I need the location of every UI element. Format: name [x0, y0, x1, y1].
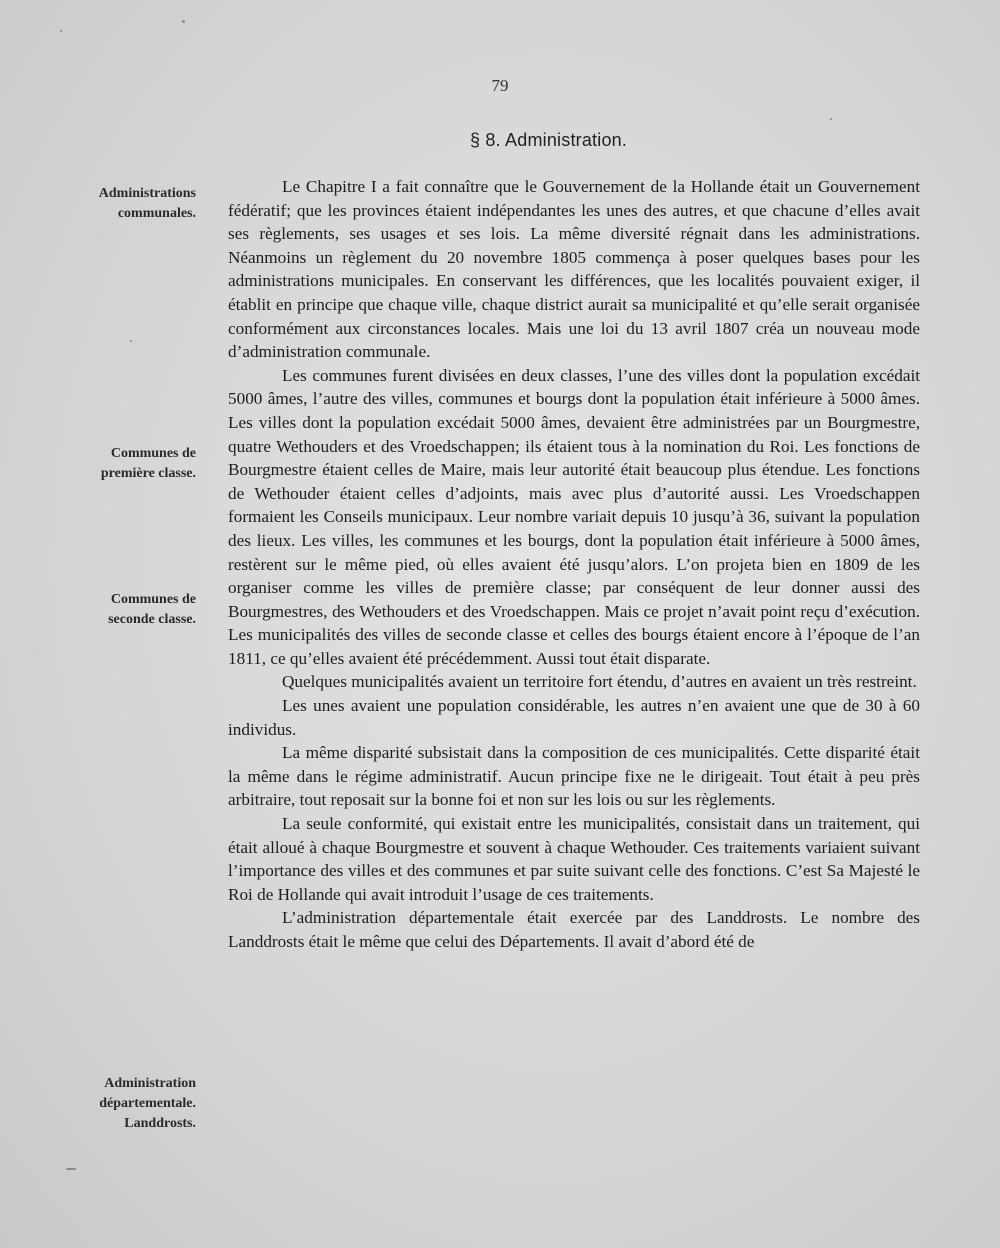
- paper-speck: [130, 340, 132, 342]
- paragraph: Le Chapitre I a fait connaître que le Gouvernement de la Hollande était un Gouvernement fédératif; que les provinces étaient indépendantes les unes des autres, et que chacune d’elles avait ses règlements, ses usages et ses lois. La même diversité régnait dans les administrations. Néanmoins un règlement du 20 novembre 1805 commença à poser quelques bases pour les administrations municipales. En conservant les différences, que les localités pouvaient exiger, il établit en principe que chaque ville, chaque district aurait sa municipalité et qu’elle serait organisée conformément aux circonstances locales. Mais une loi du 13 avril 1807 créa un nouveau mode d’administration communale.: [228, 177, 920, 362]
- margin-note-line: Administrations: [98, 186, 196, 201]
- margin-note-line: première classe.: [100, 466, 196, 481]
- body-text: [228, 175, 920, 954]
- section-title: § 8. Administration.: [470, 130, 628, 150]
- margin-note-communes-premiere-classe: [46, 444, 196, 484]
- paragraph: Quelques municipalités avaient un territoire fort étendu, d’autres en avaient un très restreint.: [282, 672, 917, 692]
- page-number: 79: [491, 76, 509, 95]
- margin-note-line: Communes de: [110, 592, 196, 607]
- margin-note-line: Landdrosts.: [124, 1116, 196, 1131]
- paragraph: Les communes furent divisées en deux classes, l’une des villes dont la population excédait 5000 âmes, l’autre des villes, communes et bourgs dont la population était inférieure à 5000 âmes. Les villes dont la population excédait 5000 âmes, devaient être administrées par un Bourgmestre, quatre Wethouders et des Vroedschappen; ils étaient tous à la nomination du Roi. Les fonctions de Bourgmestre étaient celles de Maire, mais leur autorité était beaucoup plus étendue. Les fonctions de Wethouder étaient celles d’adjoints, mais avec plus d’autorité aussi. Les Vroedschappen formaient les Conseils municipaux. Leur nombre variait depuis 10 jusqu’à 36, suivant la population des lieux. Les villes, les communes et les bourgs, dont la population était inférieure à 5000 âmes, restèrent sur le même pied, où elles avaient été jusqu’alors. L’on projeta bien en 1809 de les organiser comme les villes de première classe; par conséquent de leur donner aussi des Bourgmestres, des Wethouders et des Vroedschappen. Mais ce projet n’avait point reçu d’exécution. Les municipalités des villes de seconde classe et celles des bourgs étaient encore à l’époque de l’an 1811, ce qu’elles avaient été précédemment. Aussi tout était disparate.: [228, 365, 920, 668]
- paper-speck: [60, 30, 62, 32]
- margin-note-administrations-communales: [46, 184, 196, 224]
- margin-note-line: Communes de: [110, 446, 196, 461]
- paper-speck: [66, 1168, 76, 1170]
- margin-note-line: communales.: [117, 206, 196, 221]
- margin-note-line: Administration: [104, 1076, 196, 1091]
- paper-speck: [830, 118, 832, 120]
- margin-note-line: seconde classe.: [108, 612, 196, 627]
- margin-note-administration-departementale: [46, 1074, 196, 1134]
- paragraph: La seule conformité, qui existait entre les municipalités, consistait dans un traitement, qui était alloué à chaque Bourgmestre et souvent à chaque Wethouder. Ces traitements variaient suivant l’importance des villes et des communes et par suite suivant celle des fonctions. C’est Sa Majesté le Roi de Hollande qui avait introduit l’usage de ces traitements.: [228, 814, 920, 904]
- paragraph: La même disparité subsistait dans la composition de ces municipalités. Cette disparité était la même dans le régime administratif. Aucun principe fixe ne le dirigeait. Tout était à peu près arbitraire, tout reposait sur la bonne foi et non sur les lois ou sur les règlements.: [228, 743, 920, 810]
- paragraph: Les unes avaient une population considérable, les autres n’en avaient une que de 30 à 60 individus.: [228, 696, 920, 739]
- margin-note-line: départementale.: [99, 1096, 196, 1111]
- paper-speck: [182, 20, 185, 23]
- paragraph: L’administration départementale était exercée par des Landdrosts. Le nombre des Landdrosts était le même que celui des Départements. Il avait d’abord été de: [228, 908, 920, 951]
- margin-note-communes-seconde-classe: [46, 590, 196, 630]
